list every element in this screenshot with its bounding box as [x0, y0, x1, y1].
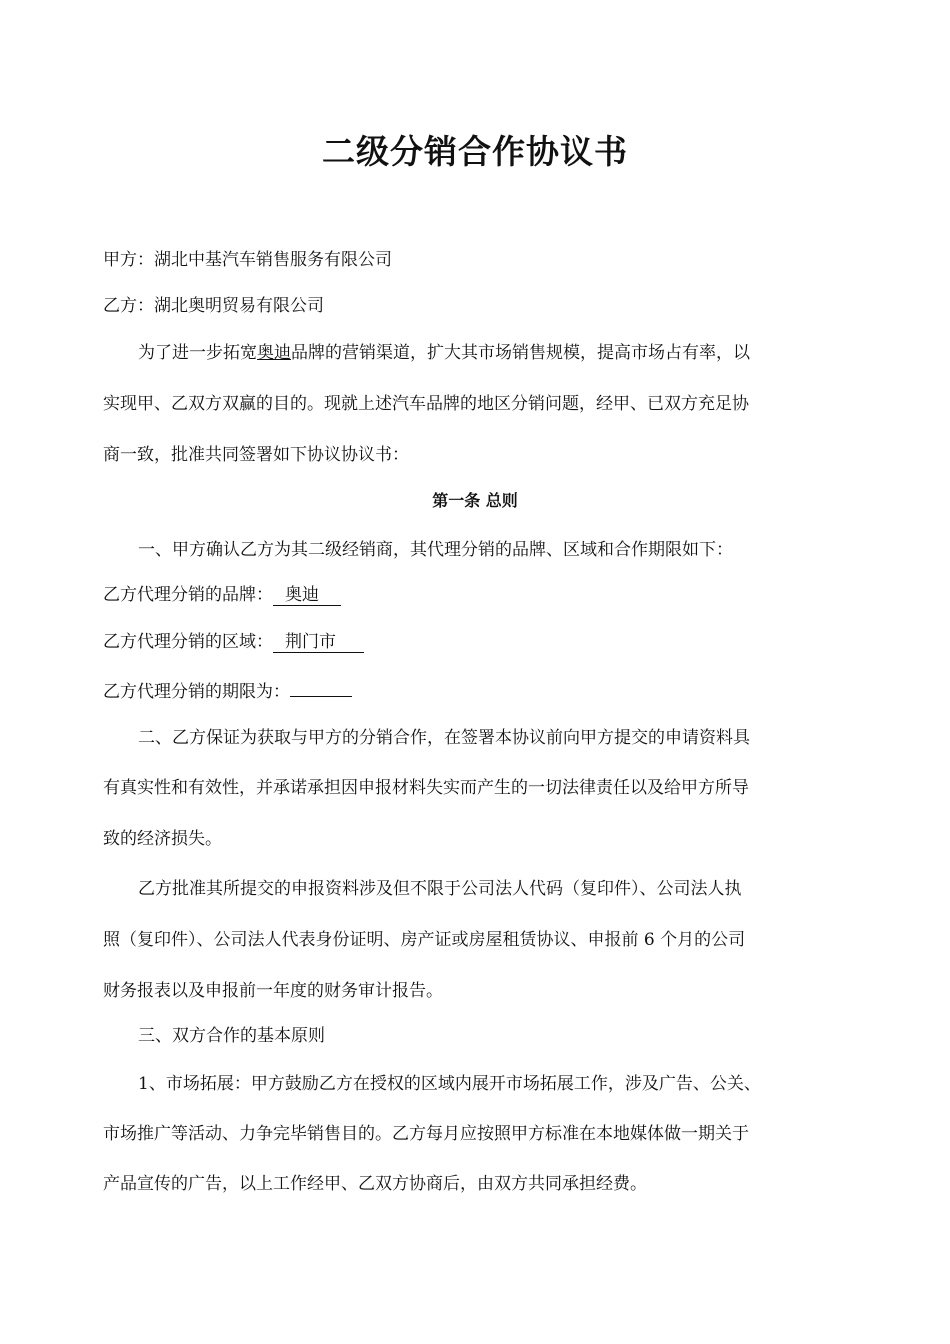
section-2b-line-2: 照（复印件）、公司法人代表身份证明、房产证或房屋租赁协议、申报前 6 个月的公司	[103, 930, 746, 950]
section-3-1-line-2: 市场推广等活动、力争完毕销售目的。乙方每月应按照甲方标准在本地媒体做一期关于	[103, 1124, 749, 1144]
section-1: 一、甲方确认乙方为其二级经销商，其代理分销的品牌、区域和合作期限如下：	[138, 540, 733, 560]
intro-line-3: 商一致，批准共同签署如下协议协议书：	[103, 445, 409, 465]
section-2-line-2: 有真实性和有效性，并承诺承担因申报材料失实而产生的一切法律责任以及给甲方所导	[103, 778, 749, 798]
section-3-heading: 三、双方合作的基本原则	[138, 1026, 325, 1046]
term-blank	[290, 677, 352, 697]
section-2-line-3: 致的经济损失。	[103, 829, 222, 849]
document-title: 二级分销合作协议书	[322, 132, 628, 171]
region-label: 乙方代理分销的区域：	[103, 632, 273, 652]
brand-row	[103, 583, 341, 607]
intro-line-2: 实现甲、乙双方双赢的目的。现就上述汽车品牌的地区分销问题，经甲、已双方充足协	[103, 394, 749, 414]
section-2-line-1: 二、乙方保证为获取与甲方的分销合作，在签署本协议前向甲方提交的申请资料具	[138, 728, 750, 748]
section-3-1-line-3: 产品宣传的广告，以上工作经甲、乙双方协商后，由双方共同承担经费。	[103, 1174, 647, 1194]
intro-text: 品牌的营销渠道，扩大其市场销售规模，提高市场占有率，以	[291, 343, 750, 363]
region-row	[103, 630, 364, 654]
section-2b-line-3: 财务报表以及申报前一年度的财务审计报告。	[103, 981, 443, 1001]
term-row	[103, 677, 352, 704]
region-value: 荆门市	[273, 632, 364, 653]
brand-value: 奥迪	[273, 585, 341, 606]
intro-text: 为了进一步拓宽	[138, 343, 257, 363]
intro-brand: 奥迪	[257, 343, 291, 363]
article-1-heading: 第一条 总则	[432, 491, 518, 510]
party-a: 甲方：湖北中基汽车销售服务有限公司	[103, 250, 392, 270]
intro-line-1	[138, 341, 750, 365]
section-2b-line-1: 乙方批准其所提交的申报资料涉及但不限于公司法人代码（复印件）、公司法人执	[138, 879, 742, 899]
brand-label: 乙方代理分销的品牌：	[103, 585, 273, 605]
section-3-1-line-1: 1、市场拓展：甲方鼓励乙方在授权的区域内展开市场拓展工作，涉及广告、公关、	[138, 1074, 761, 1094]
term-label: 乙方代理分销的期限为：	[103, 682, 290, 702]
party-b: 乙方：湖北奥明贸易有限公司	[103, 296, 324, 316]
